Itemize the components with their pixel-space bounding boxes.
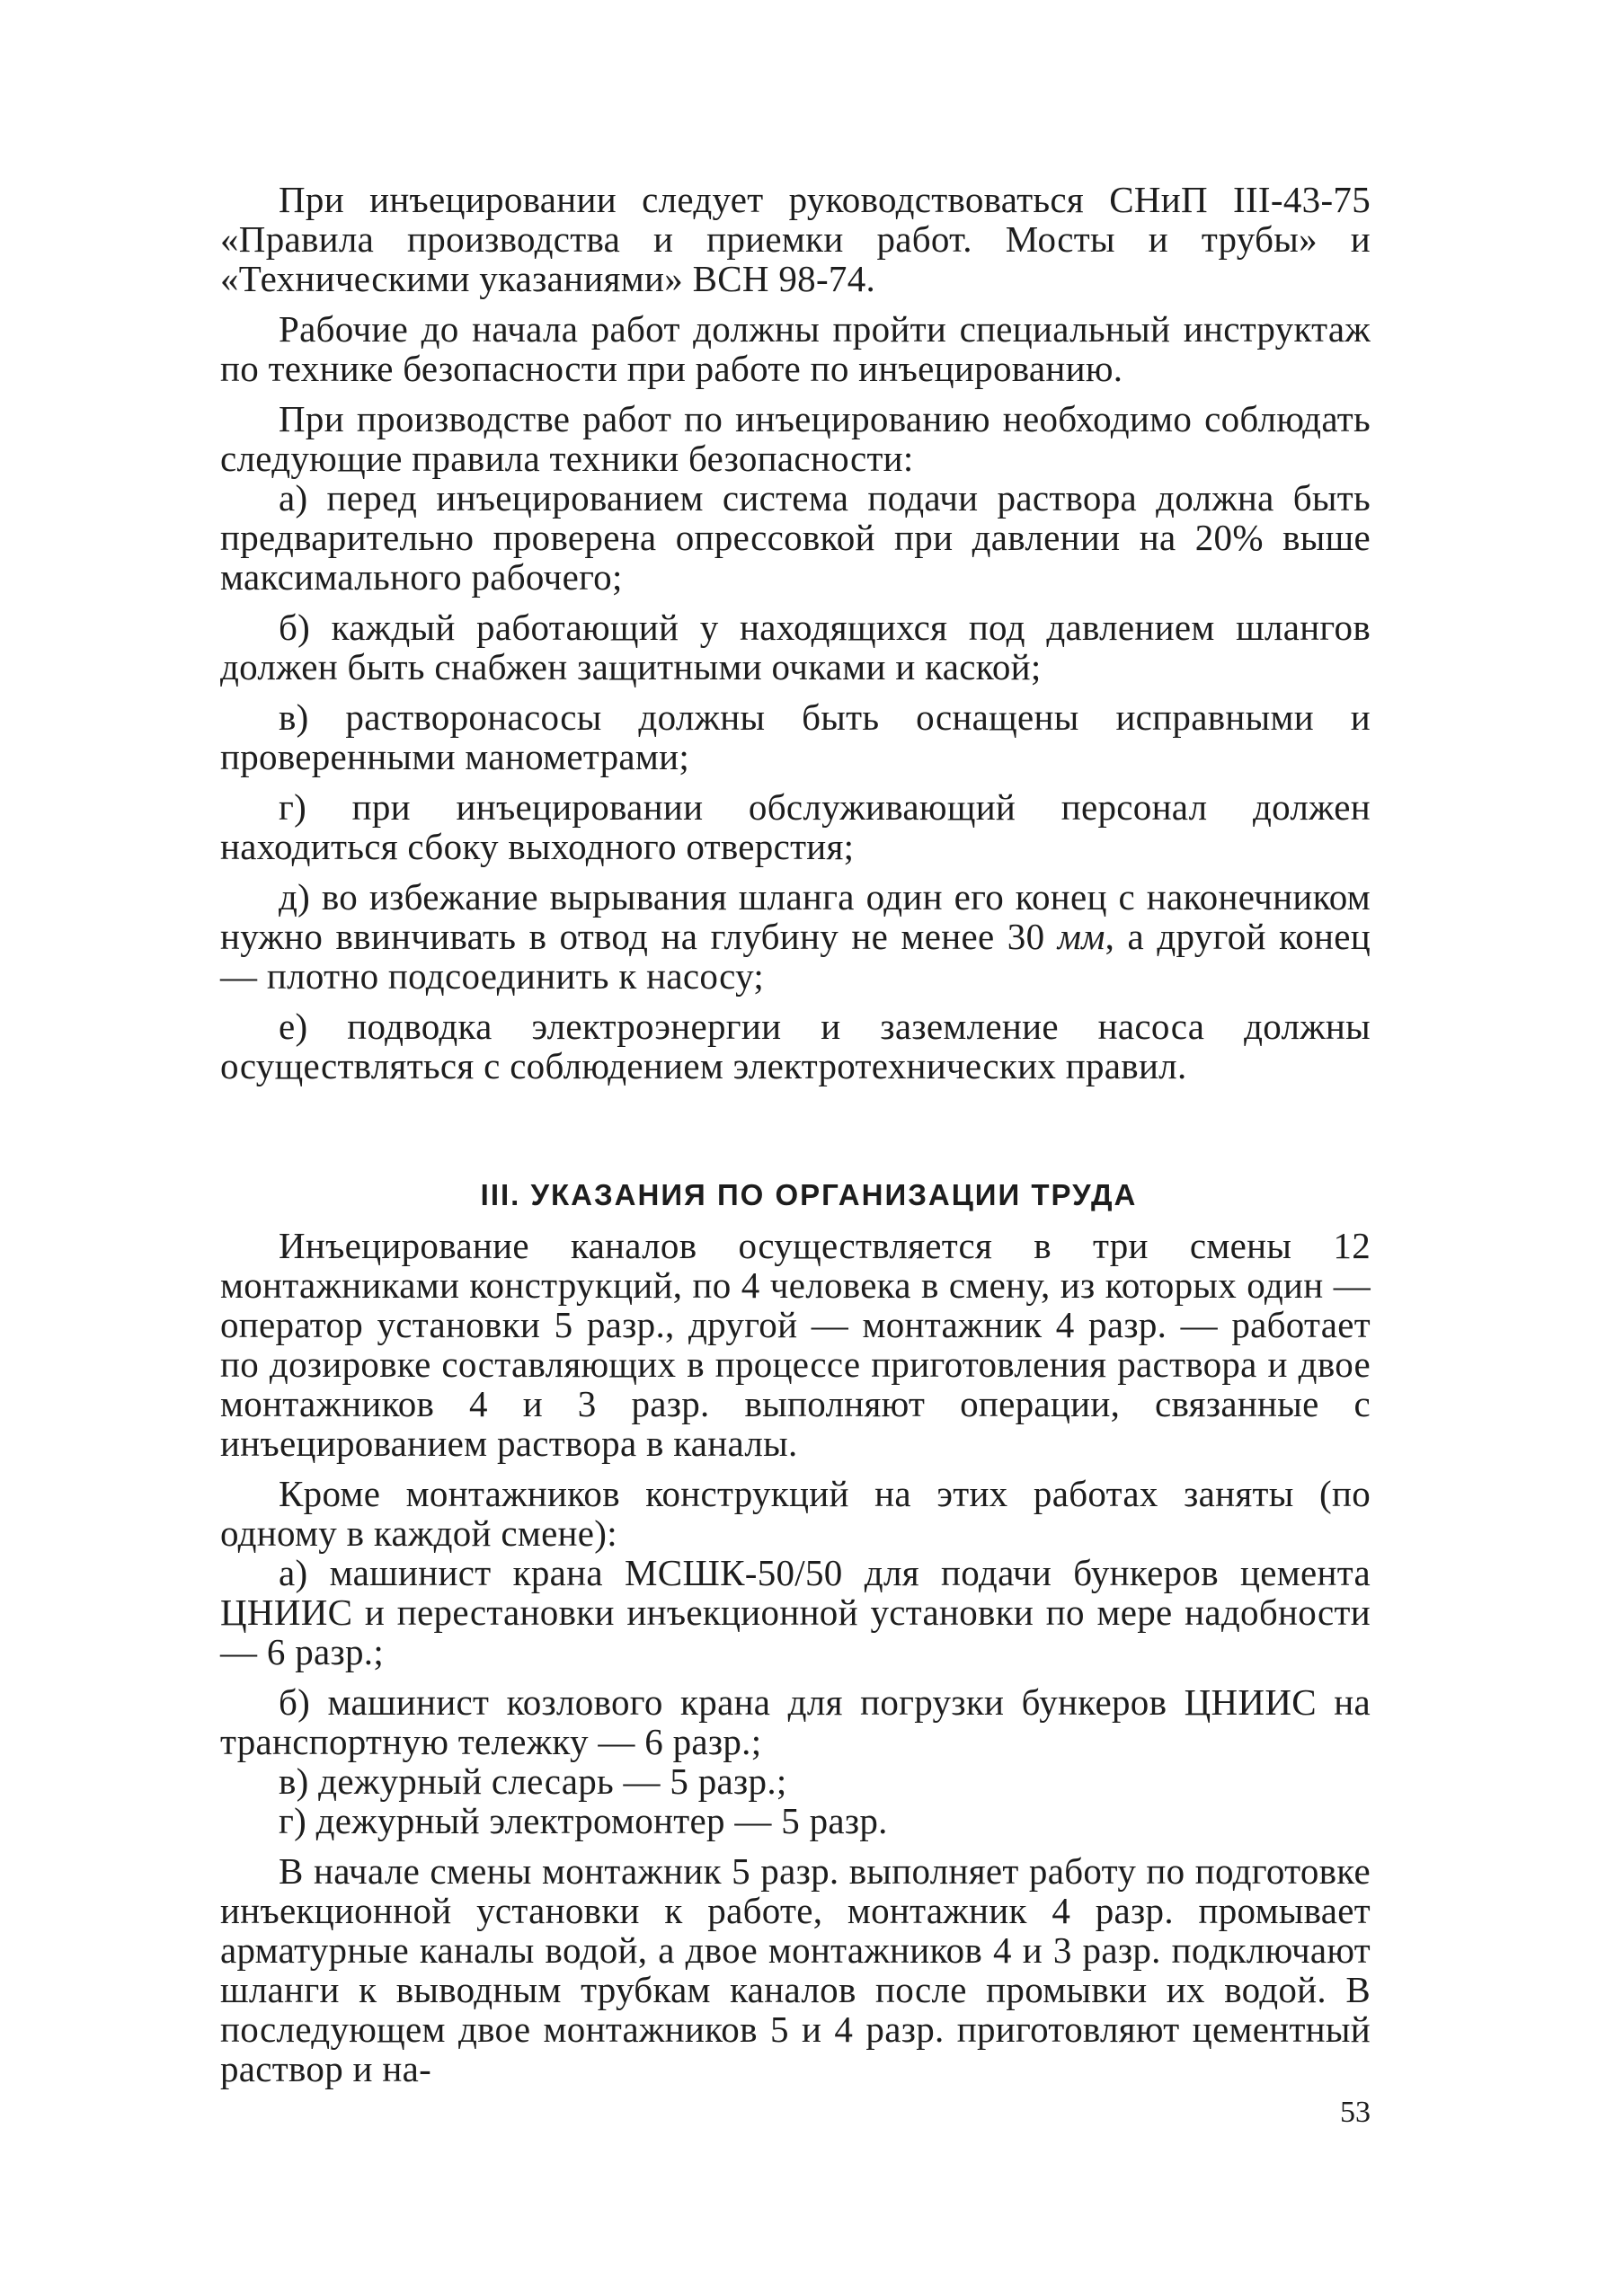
list-item-safety-d-text: д) во избежание вырывания шланга один его конец с наконечником нужно ввинчивать в отвод на глубину не менее 30 <box>220 876 1371 957</box>
list-item-staff-a: а) машинист крана МСШК-50/50 для подачи бункеров цемента ЦНИИС и перестановки инъекционной установки по мере надобности — 6 разр.; <box>220 1552 1371 1672</box>
list-item-staff-v: в) дежурный слесарь — 5 разр.; <box>279 1760 787 1802</box>
paragraph-snip-reference: При инъецировании следует руководствоваться СНиП III-43-75 «Правила производства и приемки работ. Мосты и трубы» и «Техническими указаниями» ВСН 98-74. <box>220 179 1371 299</box>
list-item-staff-g: г) дежурный электромонтер — 5 разр. <box>279 1800 888 1841</box>
list-item-safety-a: а) перед инъецированием система подачи раствора должна быть предварительно проверена опрессовкой при давлении на 20% выше максимального рабочего; <box>220 477 1371 598</box>
list-item-safety-d <box>220 877 1371 996</box>
paragraph-safety-rules-intro: При производстве работ по инъецированию необходимо соблюдать следующие правила техники безопасности: <box>220 398 1371 479</box>
paragraph-shift-organization: Инъецирование каналов осуществляется в три смены 12 монтажниками конструкций, по 4 человека в смену, из которых один — оператор установки 5 разр., другой — монтажник 4 разр. — работает по дозировке составляющих в процессе приготовления раствора и двое монтажников 4 и 3 разр. выполняют операции, связанные с инъецированием раствора в каналы. <box>220 1225 1371 1464</box>
paragraph-safety-briefing: Рабочие до начала работ должны пройти специальный инструктаж по технике безопасности при работе по инъецированию. <box>220 308 1371 389</box>
list-item-staff-b: б) машинист козлового крана для погрузки бункеров ЦНИИС на транспортную тележку — 6 разр.; <box>220 1681 1371 1762</box>
list-item-safety-d-tail: , а другой конец — плотно подсоединить к насосу; <box>220 916 1371 997</box>
paragraph-shift-start: В начале смены монтажник 5 разр. выполняет работу по подготовке инъекционной установки к работе, монтажник 4 разр. промывает арматурные каналы водой, а двое монтажников 4 и 3 разр. подключают шланги к выводным трубкам каналов после промывки их водой. В последующем двое монтажников 5 и 4 разр. приготовляют цементный раствор и на- <box>220 1850 1371 2089</box>
list-item-safety-v: в) растворонасосы должны быть оснащены исправными и проверенными манометрами; <box>220 696 1371 777</box>
page-number: 53 <box>1340 2096 1371 2129</box>
page-body <box>220 180 1371 2088</box>
section-heading: III. УКАЗАНИЯ ПО ОРГАНИЗАЦИИ ТРУДА <box>480 1178 1138 1211</box>
list-item-safety-e: е) подводка электроэнергии и заземление насоса должны осуществляться с соблюдением электротехнических правил. <box>220 1006 1371 1086</box>
paragraph-additional-staff-intro: Кроме монтажников конструкций на этих работах заняты (по одному в каждой смене): <box>220 1473 1371 1554</box>
list-item-safety-g: г) при инъецировании обслуживающий персонал должен находиться сбоку выходного отверстия; <box>220 786 1371 867</box>
unit-mm: мм <box>1057 916 1105 957</box>
list-item-safety-b: б) каждый работающий у находящихся под давлением шлангов должен быть снабжен защитными очками и каской; <box>220 607 1371 687</box>
